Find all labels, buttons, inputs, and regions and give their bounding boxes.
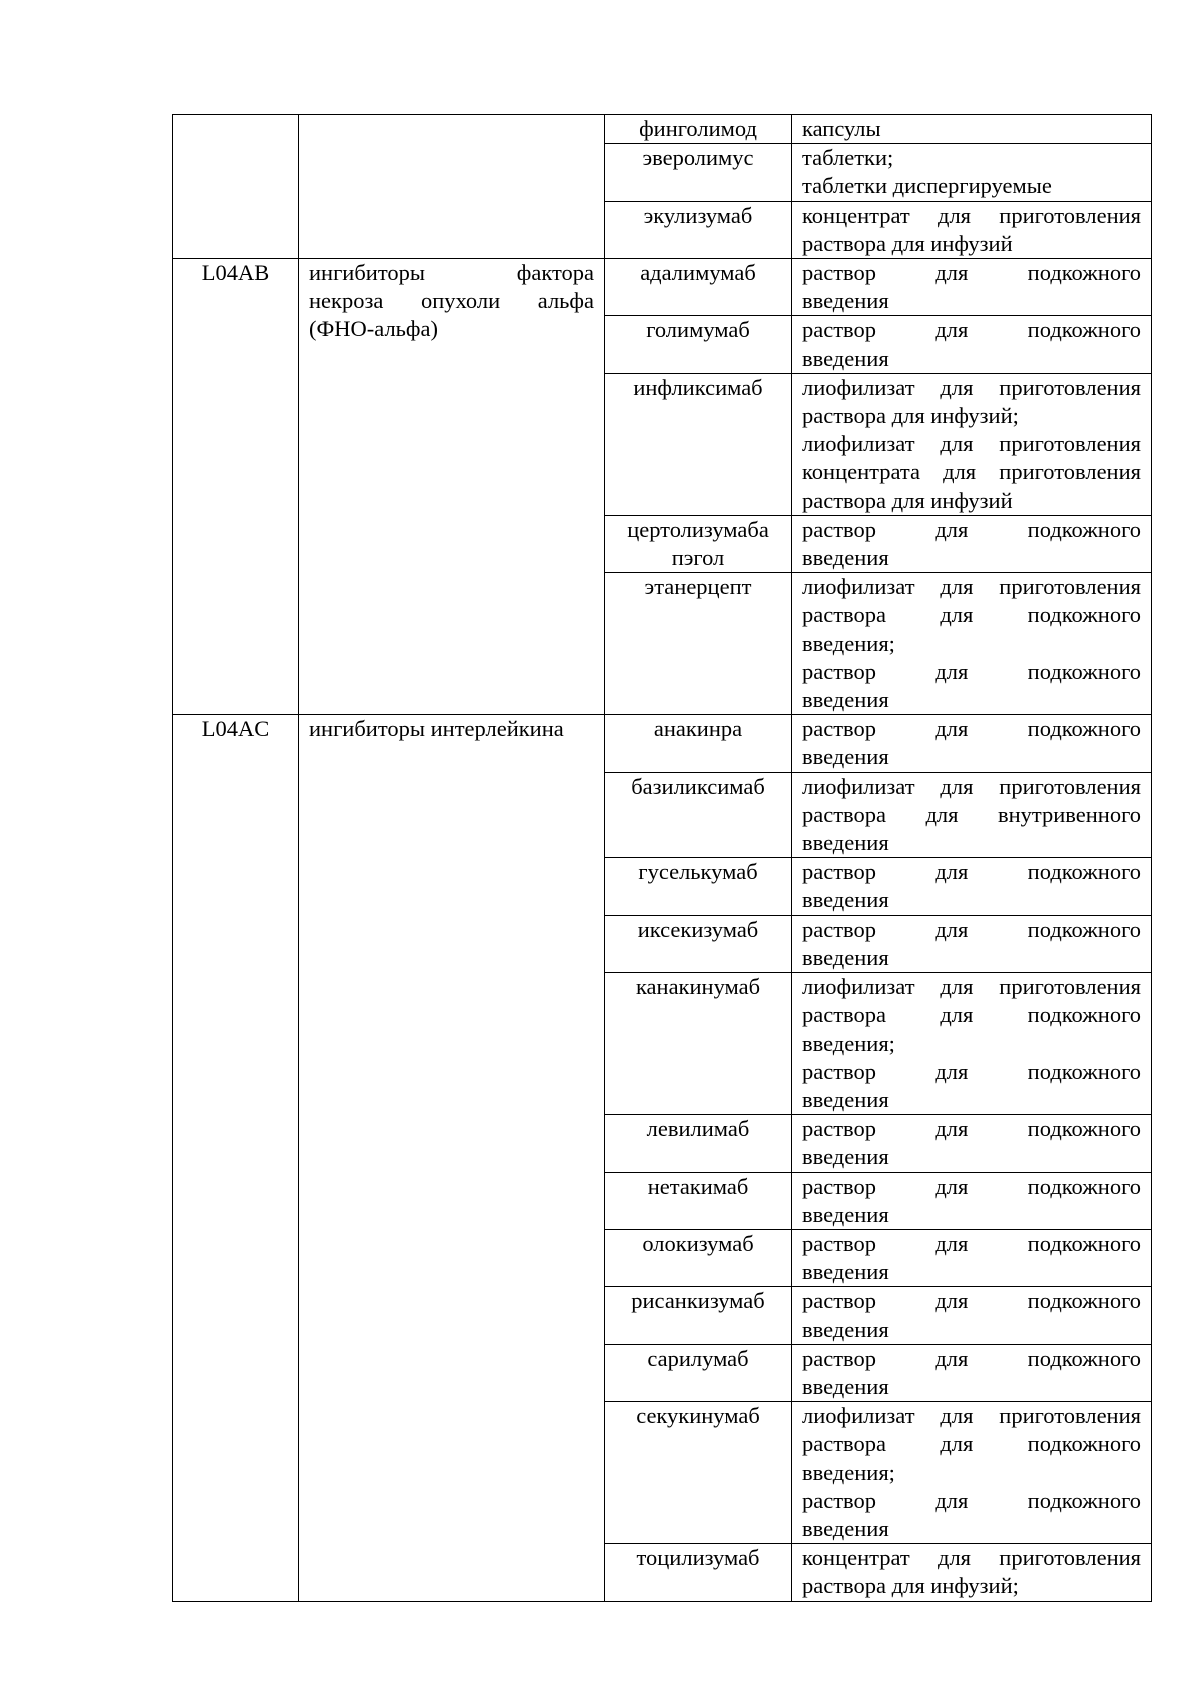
drug-name-cell: голимумаб [605, 316, 792, 373]
dosage-form-line: лиофилизат для приготовления [802, 974, 1141, 1000]
dosage-form-line: введения [802, 687, 889, 713]
dosage-form-line: раствора для инфузий [802, 487, 1013, 513]
dosage-form-line: введения [802, 1515, 889, 1541]
dosage-form-line: раствора для инфузий; [802, 1573, 1019, 1599]
dosage-form-line: раствора для подкожного [802, 1002, 1141, 1028]
dosage-form-cell [792, 1402, 1152, 1544]
table-row [173, 115, 1152, 144]
dosage-form-line: введения [802, 830, 889, 856]
dosage-form-line: введения [802, 345, 889, 371]
dosage-form-line: концентрат для приготовления [802, 1545, 1141, 1571]
drug-name-cell: секукинумаб [605, 1402, 792, 1544]
drug-group-cell [299, 115, 605, 259]
drug-table [172, 114, 1152, 1602]
dosage-form-line: раствор для подкожного [802, 716, 1141, 742]
drug-group-line: (ФНО-альфа) [309, 316, 438, 342]
drug-name-cell: канакинумаб [605, 973, 792, 1115]
dosage-form-line: раствор для подкожного [802, 260, 1141, 286]
dosage-form-line: введения [802, 1373, 889, 1399]
dosage-form-line: раствора для внутривенного [802, 801, 1141, 827]
drug-name-cell: нетакимаб [605, 1172, 792, 1229]
dosage-form-line: концентрата для приготовления [802, 459, 1141, 485]
dosage-form-line: концентрат для приготовления [802, 202, 1141, 228]
dosage-form-cell [792, 1544, 1152, 1601]
dosage-form-cell [792, 1287, 1152, 1344]
drug-group-cell [299, 715, 605, 1601]
drug-name-cell: финголимод [605, 115, 792, 144]
drug-name-cell: иксекизумаб [605, 915, 792, 972]
dosage-form-line: лиофилизат для приготовления [802, 574, 1141, 600]
dosage-form-line: таблетки диспергируемые [802, 173, 1052, 199]
drug-name-cell: этанерцепт [605, 573, 792, 715]
drug-name-cell: эверолимус [605, 144, 792, 201]
atc-code-cell: L04AB [173, 259, 299, 715]
drug-group-line: ингибиторы фактора [309, 260, 594, 286]
drug-name-cell: тоцилизумаб [605, 1544, 792, 1601]
drug-name-cell: анакинра [605, 715, 792, 772]
dosage-form-line: лиофилизат для приготовления [802, 1403, 1141, 1429]
dosage-form-line: таблетки; [802, 145, 894, 171]
dosage-form-cell [792, 715, 1152, 772]
drug-name-cell: сарилумаб [605, 1344, 792, 1401]
dosage-form-line: введения [802, 1086, 889, 1112]
drug-name-cell: инфликсимаб [605, 373, 792, 515]
dosage-form-cell [792, 115, 1152, 144]
drug-name-cell: экулизумаб [605, 201, 792, 258]
dosage-form-cell [792, 1229, 1152, 1286]
dosage-form-cell [792, 515, 1152, 572]
dosage-form-cell [792, 915, 1152, 972]
dosage-form-line: введения [802, 288, 889, 314]
dosage-form-line: введения [802, 1144, 889, 1170]
dosage-form-cell [792, 144, 1152, 201]
dosage-form-cell [792, 973, 1152, 1115]
dosage-form-line: раствор для подкожного [802, 658, 1141, 684]
dosage-form-line: лиофилизат для приготовления [802, 773, 1141, 799]
drug-name-cell: адалимумаб [605, 259, 792, 316]
dosage-form-line: введения; [802, 630, 895, 656]
dosage-form-cell [792, 1115, 1152, 1172]
dosage-form-line: введения [802, 1259, 889, 1285]
atc-code-cell: L04AC [173, 715, 299, 1601]
dosage-form-line: введения [802, 744, 889, 770]
dosage-form-line: введения [802, 887, 889, 913]
dosage-form-cell [792, 373, 1152, 515]
dosage-form-line: раствор для подкожного [802, 1173, 1141, 1199]
dosage-form-line: раствор для подкожного [802, 1116, 1141, 1142]
dosage-form-line: раствора для инфузий; [802, 403, 1019, 429]
dosage-form-cell [792, 772, 1152, 858]
drug-group-line: ингибиторы интерлейкина [309, 716, 564, 742]
dosage-form-line: раствора для инфузий [802, 230, 1013, 256]
dosage-form-cell [792, 858, 1152, 915]
atc-code-cell [173, 115, 299, 259]
dosage-form-line: раствор для подкожного [802, 916, 1141, 942]
dosage-form-line: раствор для подкожного [802, 859, 1141, 885]
drug-group-line: некроза опухоли альфа [309, 288, 594, 314]
table-row [173, 259, 1152, 316]
dosage-form-line: раствора для подкожного [802, 602, 1141, 628]
dosage-form-cell [792, 1344, 1152, 1401]
drug-name-cell: рисанкизумаб [605, 1287, 792, 1344]
drug-name-cell: левилимаб [605, 1115, 792, 1172]
dosage-form-line: раствор для подкожного [802, 1230, 1141, 1256]
dosage-form-line: введения [802, 944, 889, 970]
dosage-form-cell [792, 201, 1152, 258]
dosage-form-line: раствор для подкожного [802, 1058, 1141, 1084]
dosage-form-line: раствора для подкожного [802, 1431, 1141, 1457]
dosage-form-line: введения [802, 545, 889, 571]
dosage-form-line: раствор для подкожного [802, 1487, 1141, 1513]
drug-group-cell [299, 259, 605, 715]
dosage-form-line: введения; [802, 1030, 895, 1056]
dosage-form-line: раствор для подкожного [802, 516, 1141, 542]
dosage-form-line: раствор для подкожного [802, 317, 1141, 343]
drug-table-body [173, 115, 1152, 1602]
dosage-form-line: капсулы [802, 116, 881, 141]
dosage-form-cell [792, 316, 1152, 373]
drug-name-cell: олокизумаб [605, 1229, 792, 1286]
drug-name-cell: цертолизумаба пэгол [605, 515, 792, 572]
dosage-form-line: лиофилизат для приготовления [802, 431, 1141, 457]
dosage-form-line: раствор для подкожного [802, 1288, 1141, 1314]
drug-name-cell: гуселькумаб [605, 858, 792, 915]
dosage-form-line: введения [802, 1316, 889, 1342]
dosage-form-cell [792, 259, 1152, 316]
table-row [173, 715, 1152, 772]
dosage-form-line: лиофилизат для приготовления [802, 374, 1141, 400]
dosage-form-line: введения [802, 1201, 889, 1227]
drug-name-cell: базиликсимаб [605, 772, 792, 858]
dosage-form-line: раствор для подкожного [802, 1345, 1141, 1371]
dosage-form-cell [792, 573, 1152, 715]
dosage-form-cell [792, 1172, 1152, 1229]
dosage-form-line: введения; [802, 1459, 895, 1485]
